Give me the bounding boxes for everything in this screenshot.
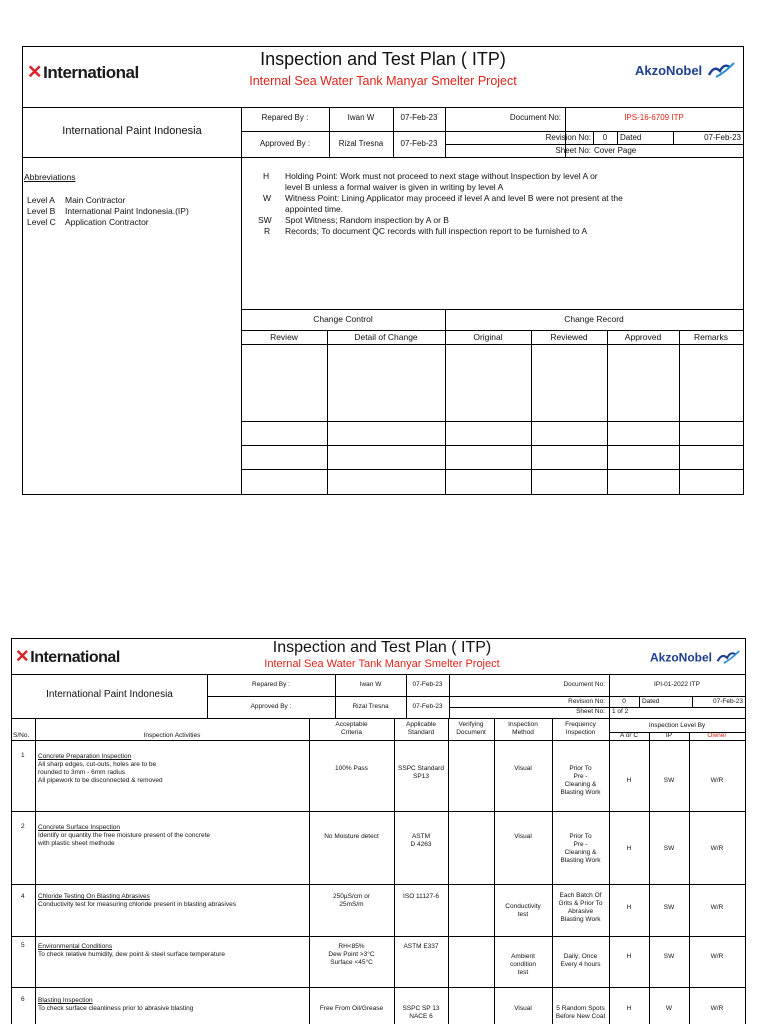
col-inspection-activities: Inspection Activities (143, 732, 201, 739)
legend-r: R Records; To document QC records with full inspection report to be furnished to A (264, 226, 588, 236)
col-owner: Owner (707, 732, 727, 739)
level-c: Level C Application Contractor (27, 217, 149, 227)
row-number: 4 (21, 893, 25, 900)
prepared-date: 07-Feb-23 (400, 113, 438, 122)
row-frequency: Prior To Pre - Cleaning & Blasting Work (560, 833, 601, 864)
col-applicable-standard: Applicable Standard (406, 721, 436, 736)
row-criteria: Free From Oil/Grease (319, 1005, 384, 1012)
row-frequency: 5 Random Spots Before New Coat (555, 1005, 606, 1020)
row-activity: Blasting Inspection To check surface cleanliness prior to abrasive blasting (38, 997, 194, 1012)
row-level-owner: W/R (710, 845, 724, 852)
row-level-a: H (626, 1005, 632, 1012)
row-number: 6 (21, 996, 25, 1003)
col-detail-of-change: Detail of Change (354, 332, 418, 342)
international-logo: ✕International (15, 646, 120, 666)
row-frequency: Prior To Pre - Cleaning & Blasting Work (560, 765, 601, 796)
row-activity: Environmental Conditions To check relative humidity, dew point & steel surface temperature (38, 943, 226, 958)
row-level-owner: W/R (710, 777, 724, 784)
dated-label: Dated (620, 133, 642, 142)
col-a-or-c: A or C (619, 732, 639, 739)
dated-value: 07-Feb-23 (713, 698, 743, 705)
col-original: Original (473, 332, 503, 342)
akzonobel-logo: AkzoNobel (635, 59, 736, 84)
legend-w: W Witness Point: Lining Applicator may proceed if level A and level B were not present at the appointed time. (263, 193, 623, 214)
col-review: Review (270, 332, 298, 342)
col-frequency: Frequency Inspection (565, 721, 596, 736)
change-control-header: Change Control (313, 314, 373, 324)
row-frequency: Each Batch Of Grits & Prior To Abrasive Blasting Work (558, 892, 603, 923)
col-sno: S/No. (13, 732, 30, 739)
row-activity: Concrete Surface Inspection Identify or quantity the free moisture present of the concrete with plastic sheet methode (38, 824, 210, 847)
dated-value: 07-Feb-23 (704, 133, 741, 142)
col-approved: Approved (624, 332, 662, 342)
document-no: IPI-01-2022 ITP (654, 681, 700, 688)
document-no-label: Document No: (563, 681, 605, 688)
sheet-no: 1 of 2 (612, 708, 629, 715)
revision-no-label: Revision No: (545, 133, 591, 142)
akzonobel-swimmer-icon (706, 59, 736, 84)
project-subtitle: Internal Sea Water Tank Manyar Smelter Project (249, 74, 517, 88)
legend-h: H Holding Point: Work must not proceed to next stage without Inspection by level A or level B unless a formal waiver is given in writing by level A (263, 171, 598, 192)
row-level-a: H (626, 777, 632, 784)
company-name: International Paint Indonesia (46, 689, 173, 700)
row-method: Conductivity test (505, 903, 541, 918)
row-level-owner: W/R (710, 953, 724, 960)
approved-by-name: Rizal Tresna (352, 703, 389, 710)
col-reviewed: Reviewed (550, 332, 588, 342)
approved-by-label: Approved By : (259, 139, 311, 148)
dated-label: Dated (642, 698, 660, 705)
row-level-owner: W/R (710, 1005, 724, 1012)
row-level-a: H (626, 904, 632, 911)
prepared-by-name: Iwan W (347, 113, 375, 122)
row-level-a: H (626, 953, 632, 960)
row-level-a: H (626, 845, 632, 852)
sheet-no-label: Sheet No: (576, 708, 605, 715)
row-method: Visual (514, 1005, 532, 1012)
row-standard: SSPC Standard SP13 (398, 765, 444, 780)
row-level-ip: SW (663, 904, 675, 911)
approved-date: 07-Feb-23 (412, 703, 443, 710)
level-b: Level B International Paint Indonesia.(IP) (27, 206, 189, 216)
itp-sheet-1 (11, 638, 746, 1024)
row-standard: SSPC SP 13 NACE 6 (402, 1005, 440, 1020)
row-method: Ambient condition test (509, 953, 537, 976)
row-number: 5 (21, 942, 25, 949)
revision-no: 0 (622, 698, 626, 705)
row-level-ip: SW (663, 953, 675, 960)
row-criteria: RH<85% Dew Point >3°C Surface <45°C (328, 943, 375, 966)
level-a: Level A Main Contractor (27, 195, 126, 205)
document-no: IPS-16-6709 ITP (624, 113, 684, 122)
col-acceptable-criteria: Acceptable Criteria (335, 721, 368, 736)
page-title: Inspection and Test Plan ( ITP) (272, 639, 492, 656)
company-name: International Paint Indonesia (62, 125, 202, 137)
col-remarks: Remarks (693, 332, 728, 342)
row-criteria: 250µS/cm or 25mS/m (333, 893, 370, 908)
row-level-ip: SW (663, 777, 675, 784)
col-inspection-method: Inspection Method (508, 721, 538, 736)
change-record-header: Change Record (564, 314, 624, 324)
col-ip: IP (665, 732, 673, 739)
row-frequency: Daily; Once Every 4 hours (560, 953, 601, 968)
row-activity: Concrete Preparation Inspection All sharp edges, cut-outs, holes are to be rounded to 3mm - 6mm radius All pipework to be disconnected & removed (38, 753, 163, 784)
sheet-no-label: Sheet No: (555, 146, 591, 155)
row-standard: ASTM E337 (403, 943, 439, 950)
page-title: Inspection and Test Plan ( ITP) (260, 49, 506, 69)
row-number: 2 (21, 823, 25, 830)
prepared-by-name: Iwan W (359, 681, 382, 688)
row-standard: ASTM D 4263 (410, 833, 432, 848)
prepared-by-label: Repared By : (252, 681, 290, 688)
row-method: Visual (514, 833, 532, 840)
col-verifying-document: Verifying Document (456, 721, 486, 736)
row-activity: Chloride Testing On Blasting Abrasives Conductivity test for measuring chloride present in blasting abrasives (38, 893, 236, 908)
row-standard: ISO 11127-6 (403, 893, 439, 900)
row-level-ip: SW (663, 845, 675, 852)
approved-by-name: Rizal Tresna (338, 139, 384, 148)
revision-no-label: Revision No: (568, 698, 605, 705)
approved-by-label: Approved By : (250, 703, 292, 710)
row-criteria: 100% Pass (335, 765, 368, 772)
project-subtitle: Internal Sea Water Tank Manyar Smelter Project (264, 658, 500, 670)
abbreviations-title: Abbreviations (24, 172, 76, 182)
prepared-date: 07-Feb-23 (412, 681, 443, 688)
akzonobel-logo: AkzoNobel (650, 647, 741, 670)
legend-list (255, 171, 741, 237)
levels-list (27, 195, 189, 228)
international-logo: ✕International (27, 61, 139, 82)
row-level-owner: W/R (710, 904, 724, 911)
sheet-no: Cover Page (594, 146, 637, 155)
document-no-label: Document No: (509, 113, 561, 122)
approved-date: 07-Feb-23 (400, 139, 438, 148)
row-criteria: No Moisture detect (324, 833, 379, 840)
itp-cover-sheet (22, 46, 744, 495)
prepared-by-label: Repared By : (261, 113, 309, 122)
akzonobel-swimmer-icon (715, 647, 741, 670)
legend-sw: SW Spot Witness; Random inspection by A or B (258, 215, 449, 225)
col-inspection-level: Inspection Level By (648, 722, 706, 729)
row-number: 1 (21, 752, 25, 759)
row-method: Visual (514, 765, 532, 772)
row-level-ip: W (665, 1005, 673, 1012)
revision-no: 0 (602, 133, 608, 142)
